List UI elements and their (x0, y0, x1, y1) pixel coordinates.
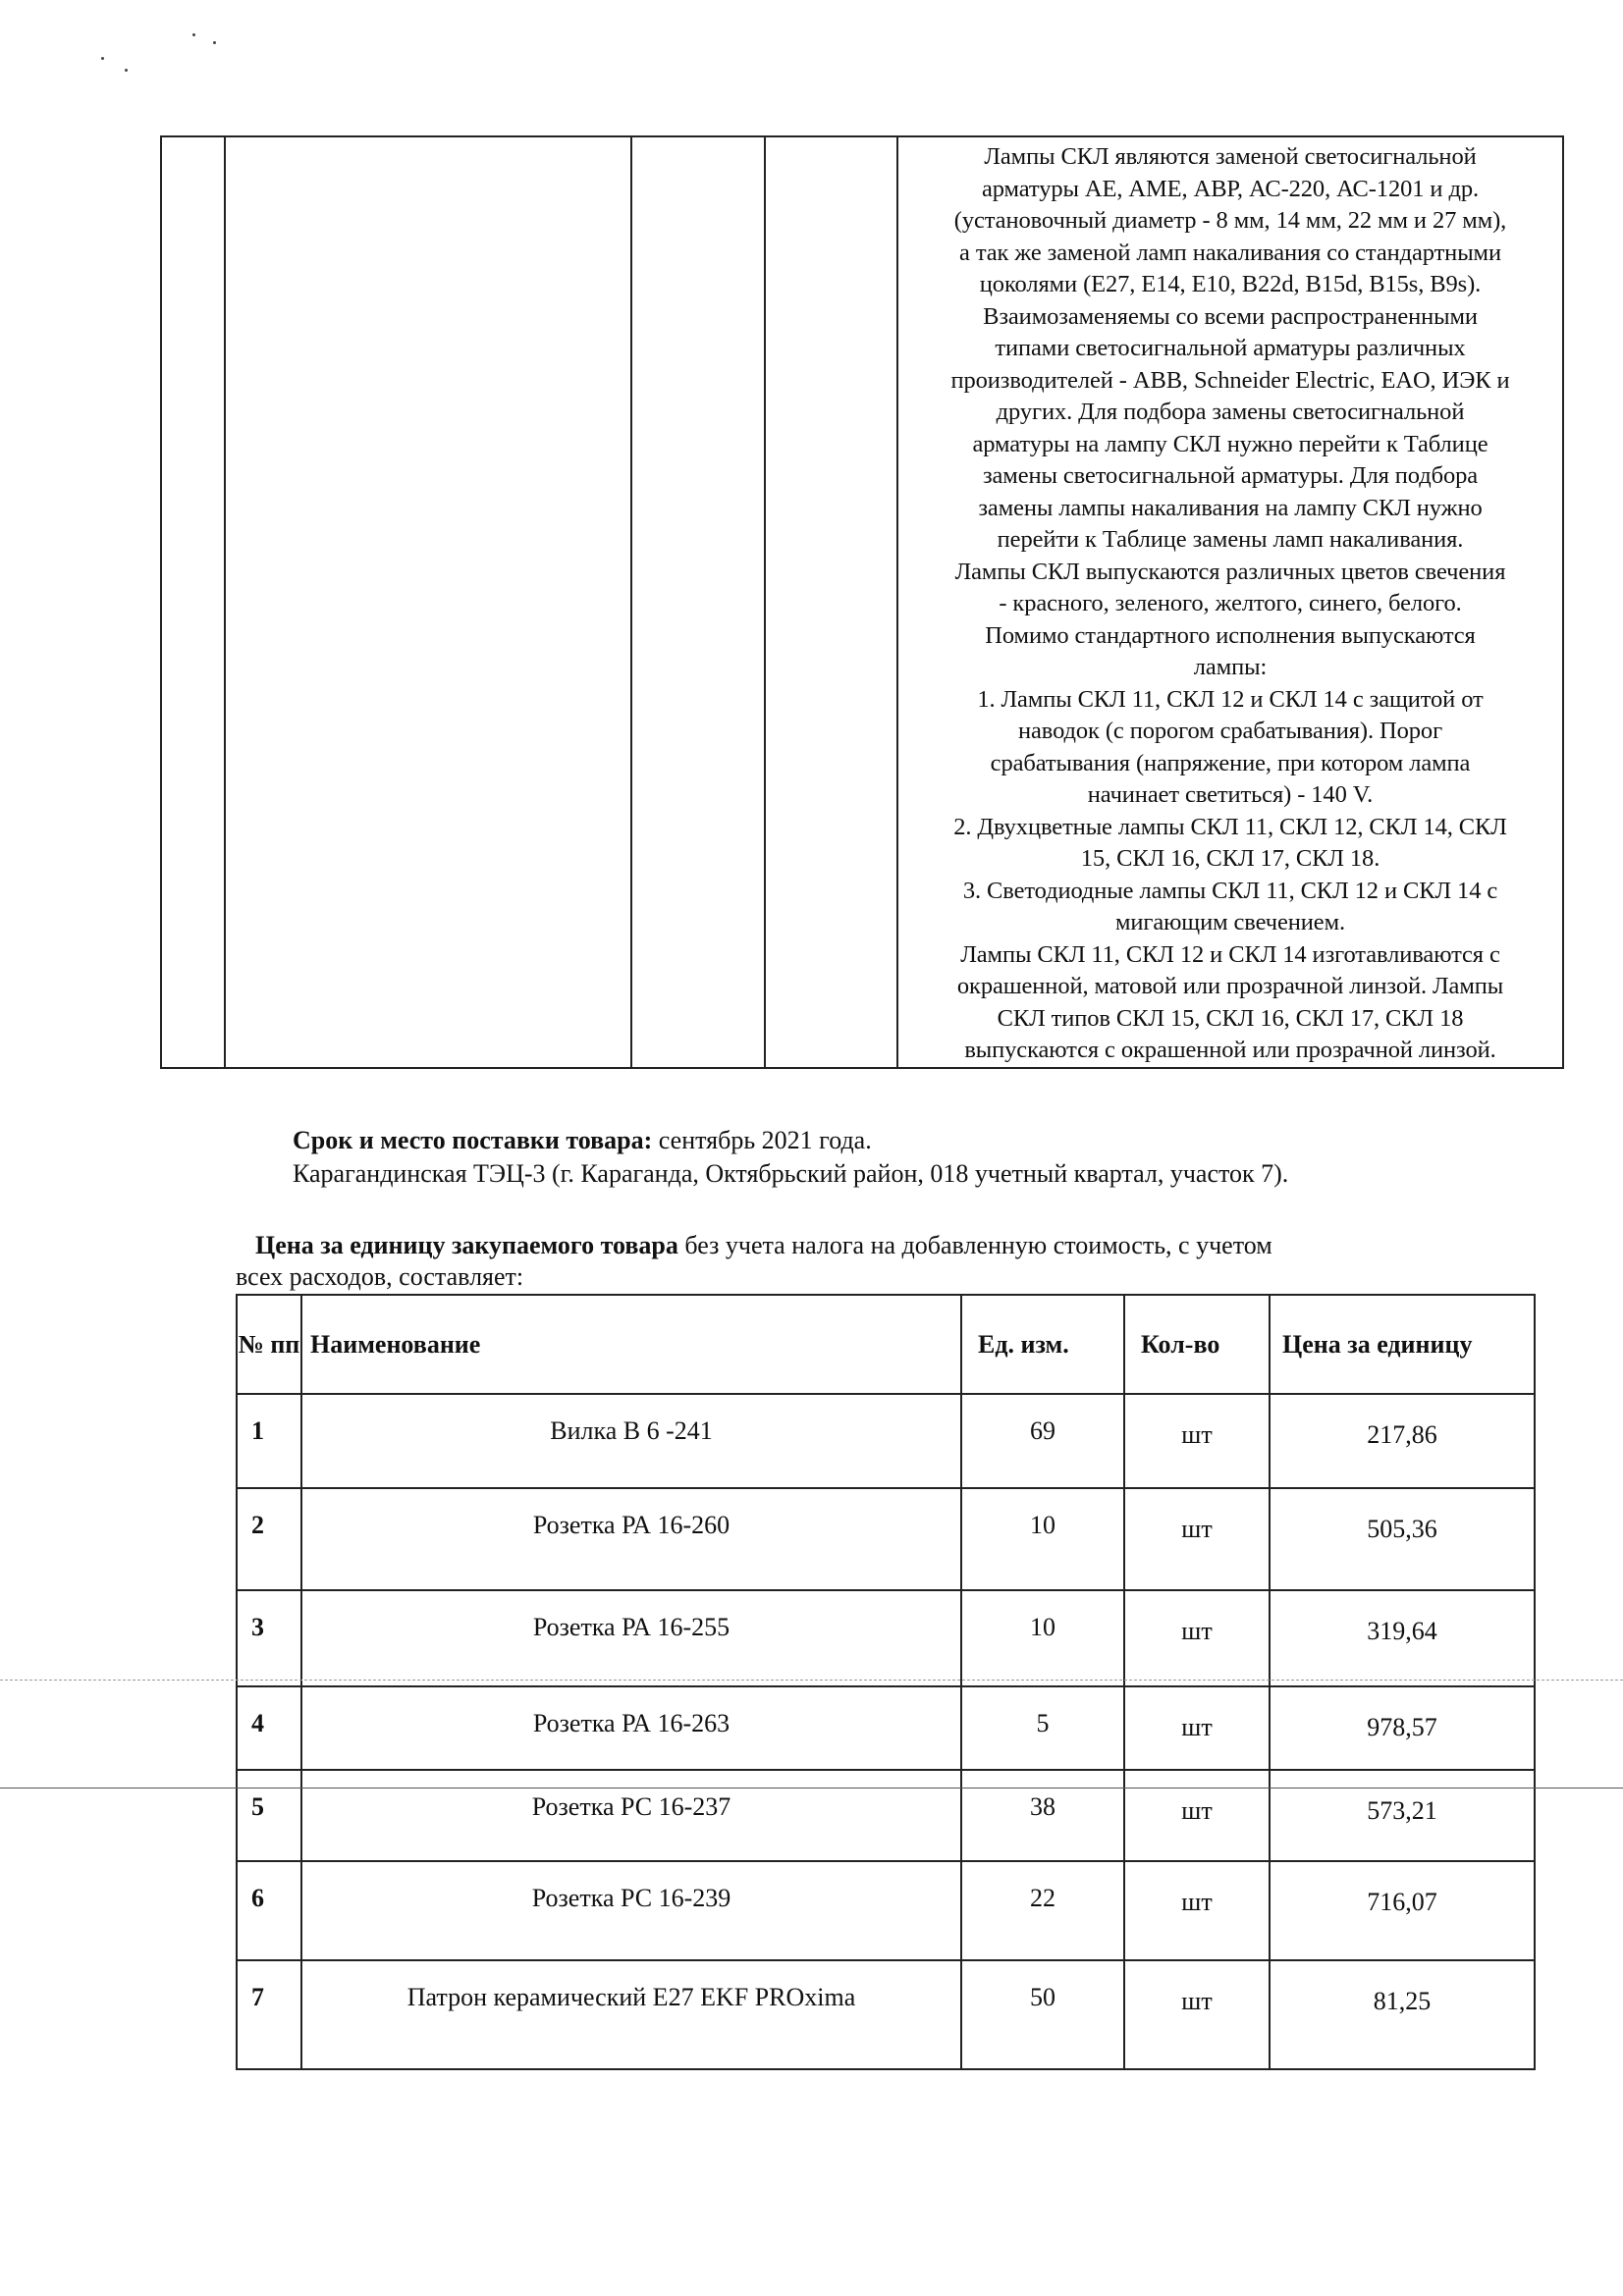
item-unit: 22 (961, 1861, 1124, 1960)
scan-speck (213, 41, 216, 44)
row-number: 1 (237, 1394, 301, 1488)
table-row (237, 1861, 1535, 1960)
description-line: мигающим свечением. (1114, 909, 1346, 935)
description-line: 1. Лампы СКЛ 11, СКЛ 12 и СКЛ 14 с защитой от (977, 685, 1484, 713)
item-unit: 38 (961, 1770, 1124, 1862)
description-line: 2. Двухцветные лампы СКЛ 11, СКЛ 12, СКЛ 14, СКЛ (953, 813, 1507, 840)
description-line: замены лампы накаливания на лампу СКЛ нужно (978, 494, 1483, 521)
item-quantity: шт (1124, 1590, 1270, 1687)
description-line: Лампы СКЛ 11, СКЛ 12 и СКЛ 14 изготавливаются с (960, 940, 1500, 968)
item-name: Вилка В 6 -241 (301, 1394, 961, 1488)
scan-speck (101, 57, 104, 60)
item-quantity: шт (1124, 1488, 1270, 1590)
item-price: 716,07 (1270, 1861, 1535, 1960)
price-intro-label: Цена за единицу закупаемого товара (255, 1231, 678, 1259)
item-name: Розетка РА 16-260 (301, 1488, 961, 1590)
description-line: окрашенной, матовой или прозрачной линзой. Лампы (956, 973, 1504, 999)
description-line: типами светосигнальной арматуры различных (995, 335, 1466, 361)
description-line: Лампы СКЛ являются заменой светосигнальной (984, 143, 1477, 170)
item-quantity: шт (1124, 1861, 1270, 1960)
item-price: 573,21 (1270, 1770, 1535, 1862)
header-quantity: Кол-во (1124, 1295, 1270, 1394)
description-line: производителей - ABB, Schneider Electric, EAO, ИЭК и (950, 366, 1510, 394)
price-intro (255, 1230, 1272, 1261)
row-number: 3 (237, 1590, 301, 1687)
description-line: лампы: (1193, 654, 1268, 680)
table-row (237, 1960, 1535, 2069)
header-name: Наименование (301, 1295, 961, 1394)
description-line: Помимо стандартного исполнения выпускаются (985, 621, 1476, 649)
item-name: Патрон керамический Е27 EKF PROxima (301, 1960, 961, 2069)
item-unit: 10 (961, 1488, 1124, 1590)
table-row (237, 1590, 1535, 1687)
item-price: 319,64 (1270, 1590, 1535, 1687)
table-row (237, 1394, 1535, 1488)
specification-table-continuation (160, 135, 1564, 1069)
product-description-cell (897, 136, 1563, 1068)
item-name: Розетка РА 16-263 (301, 1686, 961, 1769)
item-quantity: шт (1124, 1960, 1270, 2069)
item-name: Розетка РС 16-237 (301, 1770, 961, 1862)
item-unit: 10 (961, 1590, 1124, 1687)
description-line: срабатывания (напряжение, при котором лампа (990, 749, 1471, 776)
scan-artifact-line (0, 1680, 1623, 1681)
item-name: Розетка РС 16-239 (301, 1861, 961, 1960)
table-row (237, 1686, 1535, 1769)
delivery-terms (293, 1125, 872, 1156)
item-price: 978,57 (1270, 1686, 1535, 1769)
item-unit: 5 (961, 1686, 1124, 1769)
row-number: 2 (237, 1488, 301, 1590)
price-intro-rest: без учета налога на добавленную стоимость, с учетом (677, 1231, 1272, 1259)
description-line: Взаимозаменяемы со всеми распространенными (983, 302, 1478, 330)
description-line: перейти к Таблице замены ламп накаливания. (997, 526, 1464, 553)
description-line: (установочный диаметр - 8 мм, 14 мм, 22 мм и 27 мм), (953, 207, 1507, 234)
row-number: 6 (237, 1861, 301, 1960)
scan-speck (125, 69, 128, 72)
empty-cell (225, 136, 631, 1068)
description-line: выпускаются с окрашенной или прозрачной линзой. (964, 1037, 1496, 1063)
empty-cell (161, 136, 225, 1068)
item-unit: 50 (961, 1960, 1124, 2069)
scan-artifact-line (0, 1788, 1623, 1789)
description-line: арматуры АЕ, АМЕ, АВР, АС-220, АС-1201 и др. (982, 175, 1479, 202)
description-line: СКЛ типов СКЛ 15, СКЛ 16, СКЛ 17, СКЛ 18 (997, 1004, 1464, 1032)
empty-cell (765, 136, 897, 1068)
header-unit-price: Цена за единицу (1270, 1295, 1535, 1394)
item-quantity: шт (1124, 1394, 1270, 1488)
delivery-date: сентябрь 2021 года. (652, 1126, 872, 1154)
description-line: наводок (с порогом срабатывания). Порог (1017, 718, 1443, 744)
description-line: а так же заменой ламп накаливания со стандартными (959, 239, 1501, 266)
description-line: замены светосигнальной арматуры. Для подбора (982, 462, 1479, 489)
scan-speck (192, 33, 195, 36)
item-price: 81,25 (1270, 1960, 1535, 2069)
header-unit: Ед. изм. (961, 1295, 1124, 1394)
table-row (237, 1770, 1535, 1862)
description-line: 3. Светодиодные лампы СКЛ 11, СКЛ 12 и СКЛ 14 с (962, 877, 1498, 904)
item-unit: 69 (961, 1394, 1124, 1488)
item-price: 217,86 (1270, 1394, 1535, 1488)
row-number: 4 (237, 1686, 301, 1769)
row-number: 7 (237, 1960, 301, 2069)
price-intro-line2: всех расходов, составляет: (236, 1262, 524, 1291)
description-line: 15, СКЛ 16, СКЛ 17, СКЛ 18. (1080, 845, 1380, 872)
description-line: других. Для подбора замены светосигнальной (996, 399, 1465, 425)
row-number: 5 (237, 1770, 301, 1862)
description-line: Лампы СКЛ выпускаются различных цветов свечения (954, 558, 1506, 585)
item-quantity: шт (1124, 1770, 1270, 1862)
description-line: - красного, зеленого, желтого, синего, белого. (999, 590, 1462, 616)
item-quantity: шт (1124, 1686, 1270, 1769)
delivery-label: Срок и место поставки товара: (293, 1126, 653, 1154)
description-line: арматуры на лампу СКЛ нужно перейти к Таблице (972, 430, 1488, 457)
price-table (236, 1294, 1536, 2070)
item-price: 505,36 (1270, 1488, 1535, 1590)
header-number: № пп (237, 1295, 301, 1394)
empty-cell (631, 136, 765, 1068)
item-name: Розетка РА 16-255 (301, 1590, 961, 1687)
description-line: цоколями (E27, E14, E10, B22d, B15d, B15s, B9s). (979, 271, 1482, 297)
description-line: начинает светиться) - 140 V. (1087, 781, 1374, 808)
delivery-place: Карагандинская ТЭЦ-3 (г. Караганда, Октябрьский район, 018 учетный квартал, участок 7). (293, 1159, 1289, 1188)
table-row (237, 1488, 1535, 1590)
